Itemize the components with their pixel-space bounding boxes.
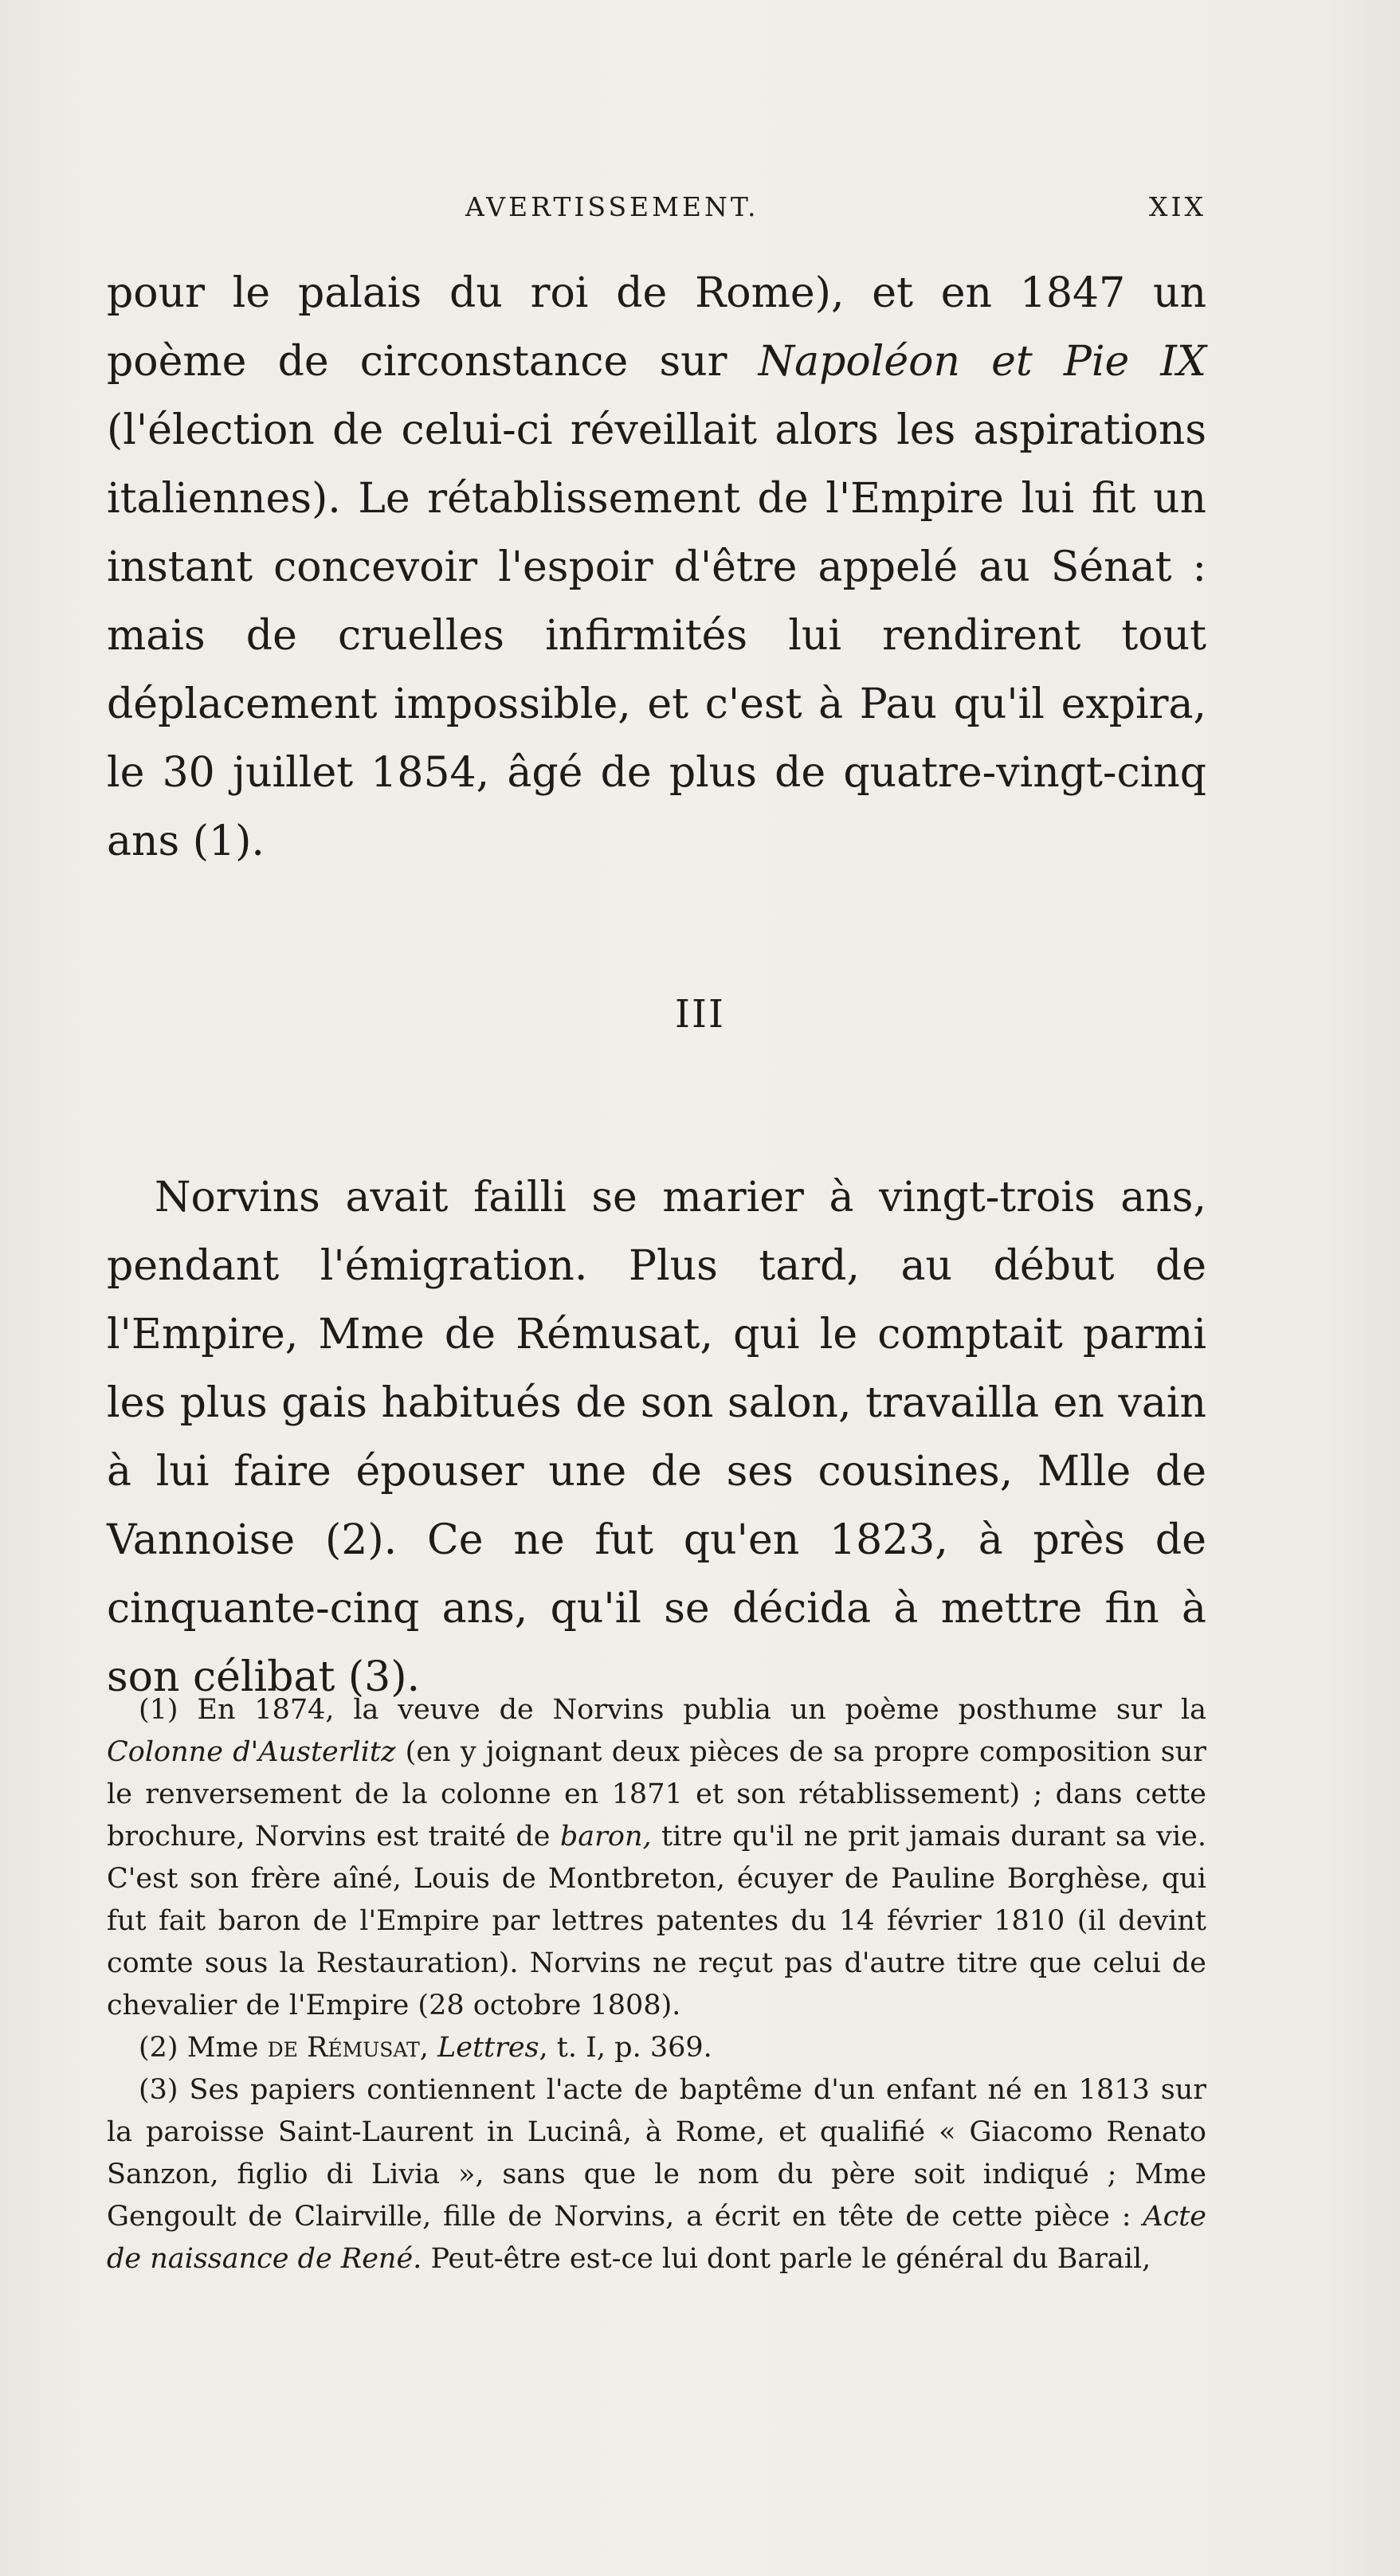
paragraph-continuation: [107, 259, 1206, 876]
running-title: AVERTISSEMENT.: [465, 191, 759, 222]
paragraph-main: Norvins avait failli se marier à vingt-trois ans, pendant l'émigration. Plus tard, au début de l'Empire, Mme de Rémusat, qui le comptait parmi les plus gais habitués de son salon, travailla en vain à lui faire épouser une de ses cousines, Mlle de Vannoise (2). Ce ne fut qu'en 1823, à près de cinquante-cinq ans, qu'il se décida à mettre fin à son célibat (3).: [107, 1174, 1206, 1701]
page-number: XIX: [1148, 191, 1206, 222]
italic-title: Napoléon et Pie IX: [758, 338, 1206, 386]
italic-title: Colonne d'Austerlitz: [107, 1736, 396, 1768]
text-run: Peut-être est-ce lui dont parle le général du Barail,: [422, 2243, 1151, 2275]
footnote-2: [107, 2027, 1206, 2069]
footnote-3: [107, 2069, 1206, 2280]
text-run: (l'élection de celui-ci réveillait alors les aspirations italiennes). Le rétablissement de l'Empire lui fit un instant concevoir l'espoir d'être appelé au Sénat : mais de cruelles infirmités lui rendirent tout déplacement impossible, et c'est à Pau qu'il expira, le 30 juillet 1854, âgé de plus de quatre-vingt-cinq ans (1).: [107, 406, 1206, 865]
text-run: (en y joignant deux pièces de sa propre composition sur le renversement de la colonne en 1871 et son rétablissement) ; dans cette brochure, Norvins est traité de: [107, 1736, 1207, 1853]
footnote-1: [107, 1689, 1206, 2027]
running-head: [107, 191, 1206, 231]
text-run: titre qu'il ne prit jamais durant sa vie. C'est son frère aîné, Louis de Montbreton, écuyer de Pauline Borghèse, qui fut fait baron de l'Empire par lettres patentes du 14 février 1810 (il devint comte sous la Restauration). Norvins ne reçut pas d'autre titre que celui de chevalier de l'Empire (28 octobre 1808).: [107, 1821, 1206, 2021]
section-heading: III: [675, 992, 725, 1037]
text-run: pour le palais du roi de Rome), et en 1847 un poème de circonstance sur: [107, 269, 1206, 386]
text-run: , t. I, p. 369.: [539, 2032, 712, 2064]
text-run: (2) Mme: [139, 2032, 268, 2064]
text-run: (1) En 1874, la veuve de Norvins publia un poème posthume sur la: [139, 1694, 1206, 1726]
text-run: (3) Ses papiers contiennent l'acte de baptême d'un enfant né en 1813 sur la paroisse Saint-Laurent in Lucinâ, à Rome, et qualifié « Giacomo Renato Sanzon, figlio di Livia », sans que le nom du père soit indiqué ; Mme Gengoult de Clairville, fille de Norvins, a écrit en tête de cette pièce :: [107, 2074, 1206, 2233]
italic-word: baron,: [559, 1821, 652, 1853]
text-run: ,: [419, 2032, 438, 2064]
small-caps-name: de Rémusat: [267, 2032, 420, 2064]
italic-title: Acte de naissance de René.: [107, 2201, 1206, 2275]
footnotes: [107, 1689, 1206, 2280]
italic-title: Lettres: [437, 2032, 539, 2064]
